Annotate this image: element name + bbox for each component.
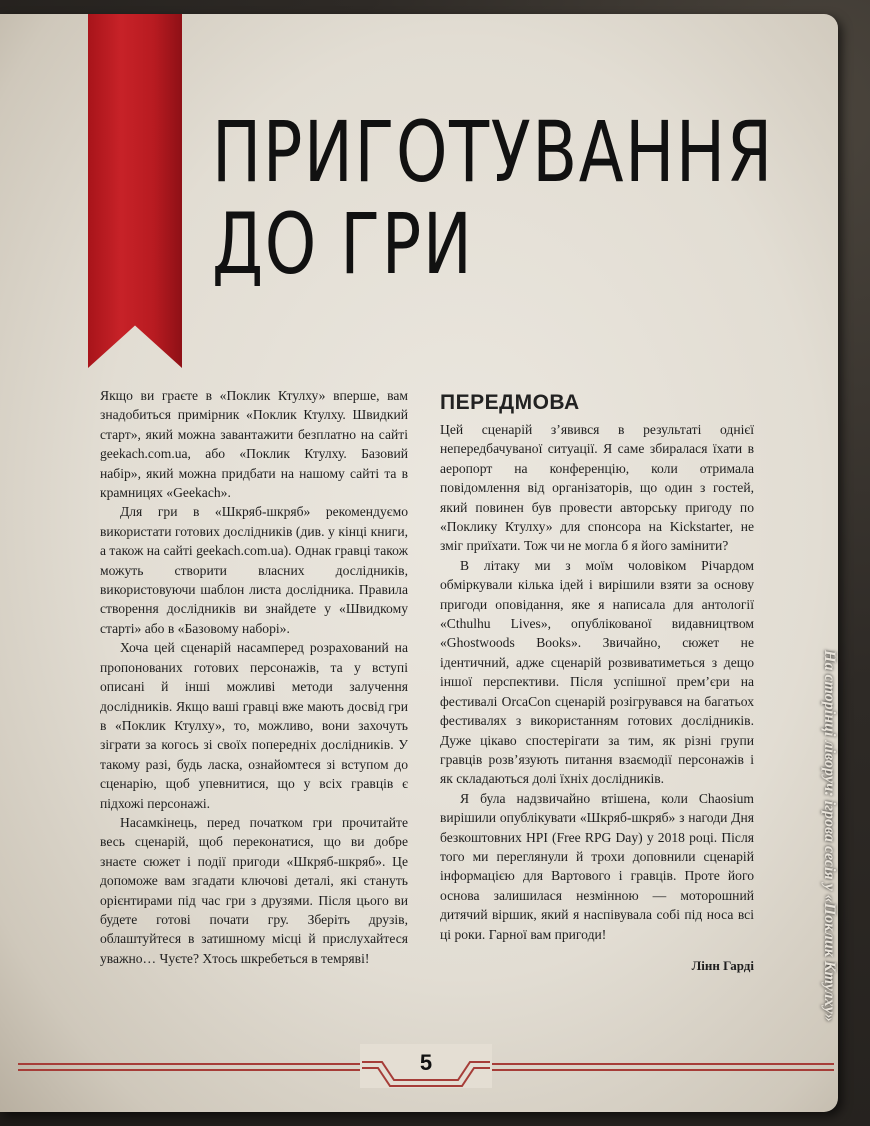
book-page — [0, 14, 838, 1112]
paragraph: Цей сценарій з’явився в результаті однієї непередбачуваної ситуації. Я саме збиралася їхати в аеропорт на конференцію, коли отримала повідомлення від організаторів, що один з гостей, який повинен був провести авторську пригоду по «Поклику Ктулху» для спонсора на Kickstarter, не зміг приїхати. Тож чи не могла б я його замінити? — [440, 422, 754, 554]
side-caption-text: На сторінці ліворуч: ігрова сесія у «Поклик Ктулху» — [821, 650, 838, 1022]
paragraph: Я була надзвичайно втішена, коли Chaosium вирішили опублікувати «Шкряб-шкряб» з нагоди Дня безкоштовних НРІ (Free RPG Day) у 2018 році. Після того ми переглянули й трохи доповнили сценарій інформацією для Вартового і гравців. Проте його основа залишилася незмінною — моторошний дитячий віршик, який я наспівувала собі під носа всі ці роки. Гарної вам пригоди! — [440, 790, 754, 942]
page-title-line-1: ПРИГОТУВАННЯ — [212, 103, 774, 201]
paragraph: Для гри в «Шкряб-шкряб» рекомендуємо використати готових дослідників (див. у кінці книги, а також на сайті geekach.com.ua). Однак гравці також можуть створити власних дослідників, використовуючи шаблон листа дослідника. Правила створення дослідників ви знайдете у «Швидкому старті» або в «Базовому наборі». — [100, 504, 408, 636]
section-heading: ПЕРЕДМОВА — [440, 391, 580, 414]
paragraph: В літаку ми з моїм чоловіком Річардом обміркували кілька ідей і вирішили взяти за основу пригоди оповідання, яке я написала для антології «Cthulhu Lives», опублікованої видавництвом «Ghostwoods Books». Звичайно, сюжет не ідентичний, адже сценарій розвиватиметься з дещо іншої перспективи. Після успішної прем’єри на фестивалі OrcaCon сценарій розігрувався на багатьох фестивалях з використанням готових дослідників. Дуже цікаво спостерігати за тим, як різні групи гравців розв’язують питання взаємодії персонажів і як складаються долі їхніх дослідників. — [440, 557, 754, 787]
page-number: 5 — [419, 1050, 433, 1075]
paragraph: Хоча цей сценарій насамперед розрахований на пропонованих готових персонажів, та у вступі описані й інші можливі методи залучення дослідників. Якщо ваші гравці вже мають досвід гри в «Поклик Ктулху», то, можливо, вони захочуть зіграти за когось зі своїх попередніх дослідників. У такому разі, будь ласка, ознайомтеся зі вступом до сценарію, щоб упевнитися, що у всіх гравців є підхожі персонажі. — [100, 640, 408, 811]
left-column — [100, 386, 408, 968]
right-column — [440, 390, 754, 975]
page-title-line-2: ДО ГРИ — [212, 195, 474, 293]
paragraph: Насамкінець, перед початком гри прочитайте весь сценарій, щоб переконатися, що ви добре знаєте сюжет і події пригоди «Шкряб-шкряб». Це допоможе вам згадати ключові деталі, які стануть орієнтирами під час гри з друзями. Після цього ви будете готові почати гру. Зберіть друзів, облаштуйтеся в затишному місці й прислухайтеся уважно… Чуєте? Хтось шкребеться в темряві! — [100, 814, 408, 966]
page-title — [212, 103, 774, 293]
side-caption — [821, 650, 839, 1022]
author-signature: Лінн Гарді — [691, 957, 754, 973]
paragraph: Якщо ви граєте в «Поклик Ктулху» вперше, вам знадобиться примірник «Поклик Ктулху. Швидкий старт», який можна завантажити безплатно на сайті geekach.com.ua, або «Поклик Ктулху. Базовий набір», який можна придбати на нашому сайті та в крамницях «Geekach». — [100, 388, 408, 501]
bookmark-ribbon — [88, 14, 182, 368]
